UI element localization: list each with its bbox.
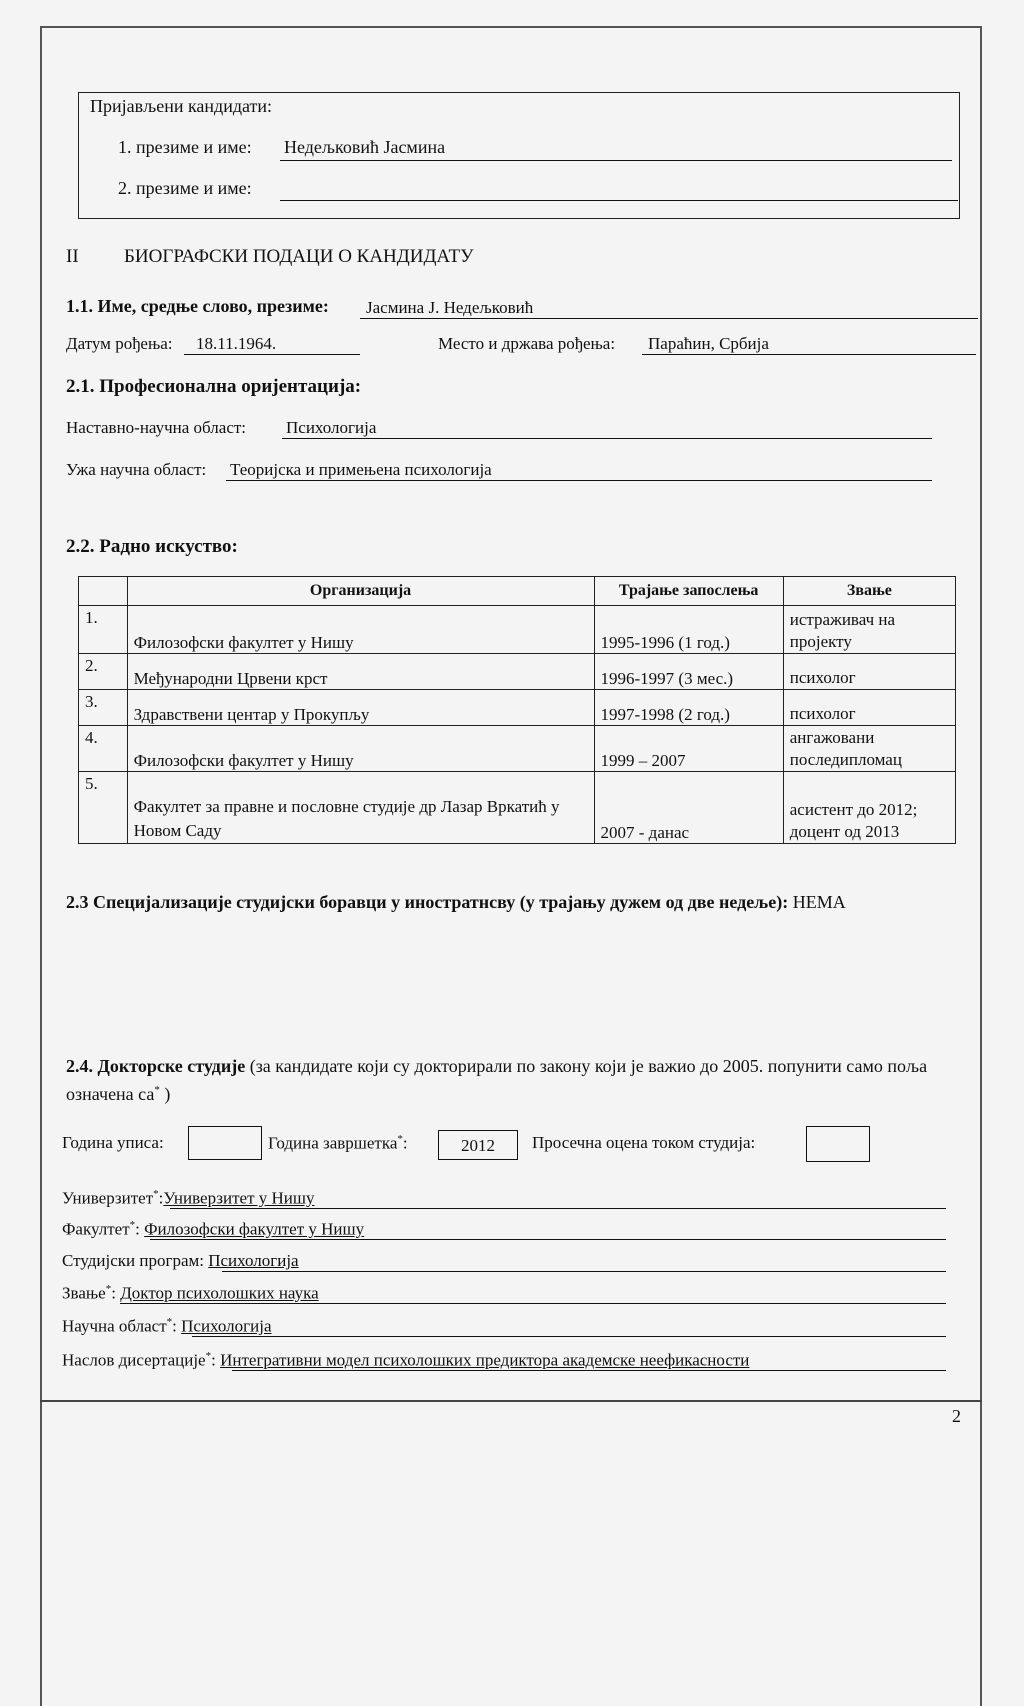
section-title: БИОГРАФСКИ ПОДАЦИ О КАНДИДАТУ (124, 246, 474, 267)
header-duration: Трајање запослења (594, 577, 783, 606)
degree-line (120, 1303, 946, 1304)
area-value: Психологија (181, 1316, 272, 1336)
field-value: Психологија (286, 418, 377, 437)
dob-line (184, 354, 360, 355)
work-experience-table (78, 576, 956, 844)
specialization-block (66, 890, 926, 914)
row-num: 4. (79, 726, 128, 772)
finish-year-value: 2012 (461, 1136, 495, 1155)
row-num: 5. (79, 772, 128, 844)
row-title: ангажовани последипломац (783, 726, 955, 772)
applicant-1-line (280, 160, 952, 161)
finish-label: Година завршетка*: (268, 1133, 408, 1153)
doctoral-title: 2.4. Докторске студије (66, 1056, 246, 1076)
pob-label: Место и држава рођења: (438, 334, 616, 353)
name-label: 1.1. Име, средње слово, презиме: (66, 296, 329, 316)
applicant-2-label: 2. презиме и име: (118, 178, 252, 198)
faculty-line (150, 1239, 946, 1240)
row-organization: Филозофски факултет у Нишу (127, 606, 594, 654)
row-duration: 1996-1997 (3 мес.) (594, 654, 783, 690)
thesis-label: Наслов дисертације (62, 1350, 206, 1370)
name-value: Јасмина Ј. Недељковић (366, 298, 534, 317)
narrow-field-line (226, 480, 932, 481)
degree-value: Доктор психолошких наука (120, 1283, 319, 1303)
specialization-value: НЕМА (792, 892, 846, 912)
degree-label: Звање (62, 1283, 106, 1303)
dob-value: 18.11.1964. (196, 334, 277, 353)
table-row (79, 772, 956, 844)
dob-label: Датум рођења: (66, 334, 173, 353)
program-row (62, 1251, 299, 1271)
university-label: Универзитет (62, 1188, 154, 1208)
header-organization: Организација (127, 577, 594, 606)
narrow-field-label: Ужа научна област: (66, 460, 207, 479)
thesis-line (232, 1370, 946, 1371)
specialization-title: 2.3 Специјализације студијски боравци у иностратнсву (у трајању дужем од две недеље): (66, 892, 789, 912)
enroll-label: Година уписа: (62, 1133, 164, 1152)
university-value: Универзитет у Нишу (163, 1188, 315, 1208)
row-organization: Филозофски факултет у Нишу (127, 726, 594, 772)
header-num (79, 577, 128, 606)
applicant-2-line (280, 200, 958, 201)
row-duration: 2007 - данас (594, 772, 783, 844)
field-line (282, 438, 932, 439)
table-row (79, 654, 956, 690)
section-number: II (66, 246, 79, 267)
orientation-title: 2.1. Професионална оријентација: (66, 376, 362, 397)
row-organization: Факултет за правне и пословне студије др Лазар Вркатић у Новом Саду (127, 772, 594, 844)
table-header-row (79, 577, 956, 606)
area-row: Научна област*: Психологија (62, 1316, 272, 1336)
program-label: Студијски програм: (62, 1251, 204, 1270)
applicant-1-value: Недељковић Јасмина (284, 137, 446, 157)
program-value: Психологија (208, 1251, 299, 1270)
table-row (79, 690, 956, 726)
university-line (170, 1208, 946, 1209)
avg-label: Просечна оцена током студија: (532, 1133, 756, 1152)
faculty-value: Филозофски факултет у Нишу (144, 1219, 365, 1239)
experience-title: 2.2. Радно искуство: (66, 536, 238, 557)
doctoral-note: (за кандидате који су докторирали по закону који је важио до 2005. попунити само поља означена са (66, 1056, 928, 1104)
thesis-value: Интегративни модел психолошких предиктора академске неефикасности (220, 1350, 750, 1370)
doctoral-block (66, 1054, 966, 1106)
row-title: психолог (783, 654, 955, 690)
page-frame (40, 26, 982, 1706)
doctoral-note-end: ) (164, 1084, 171, 1104)
area-label: Научна област (62, 1316, 167, 1336)
row-num: 2. (79, 654, 128, 690)
applicant-1-label: 1. презиме и име: (118, 137, 252, 157)
row-title: психолог (783, 690, 955, 726)
bottom-rule (40, 1400, 982, 1402)
field-label: Наставно-научна област: (66, 418, 247, 437)
row-duration: 1999 – 2007 (594, 726, 783, 772)
narrow-field-value: Теоријска и примењена психологија (230, 460, 492, 479)
row-num: 1. (79, 606, 128, 654)
name-line (360, 318, 978, 319)
row-organization: Међународни Црвени крст (127, 654, 594, 690)
doctoral-note-star: * (154, 1084, 160, 1096)
row-num: 3. (79, 690, 128, 726)
program-line (222, 1271, 946, 1272)
row-title: истраживач на пројекту (783, 606, 955, 654)
page-number: 2 (952, 1406, 961, 1426)
faculty-label: Факултет (62, 1219, 130, 1239)
table-row (79, 726, 956, 772)
row-title: асистент до 2012; доцент од 2013 (783, 772, 955, 844)
faculty-row: Факултет*: Филозофски факултет у Нишу (62, 1219, 365, 1239)
row-duration: 1995-1996 (1 год.) (594, 606, 783, 654)
enroll-year-box (188, 1126, 262, 1160)
pob-value: Параћин, Србија (648, 334, 769, 353)
finish-year-box (438, 1130, 518, 1160)
applicants-heading: Пријављени кандидати: (90, 96, 273, 116)
header-title: Звање (783, 577, 955, 606)
degree-row: Звање*: Доктор психолошких наука (62, 1283, 319, 1303)
university-row: Универзитет*:Универзитет у Нишу (62, 1188, 315, 1208)
row-organization: Здравствени центар у Прокупљу (127, 690, 594, 726)
table-row (79, 606, 956, 654)
area-line (192, 1336, 946, 1337)
pob-line (642, 354, 976, 355)
avg-grade-box (806, 1126, 870, 1162)
thesis-row: Наслов дисертације*: Интегративни модел психолошких предиктора академске неефикасности (62, 1350, 750, 1370)
finish-label-text: Година завршетка (268, 1133, 398, 1153)
row-duration: 1997-1998 (2 год.) (594, 690, 783, 726)
